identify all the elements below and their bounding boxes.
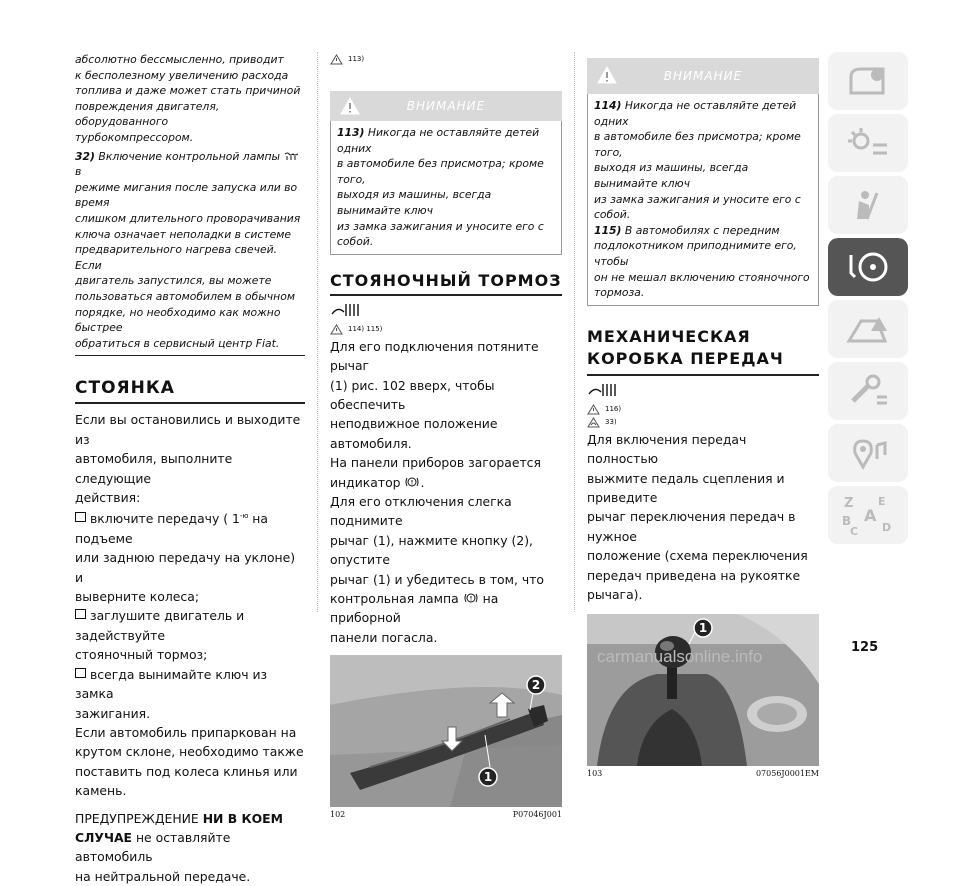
brake-indicator-icon (463, 592, 479, 604)
section-title-parking: СТОЯНКА (75, 378, 175, 399)
sidebar-tab-dashboard[interactable] (828, 52, 908, 110)
sidebar-tab-emergency[interactable] (828, 300, 908, 358)
heading-underline (330, 294, 562, 296)
warning-box-114-115: ВНИМАНИЕ 114) Никогда не оставляйте детей одних в автомобиле без присмотра; кроме того, выходя из машины, всегда вынимайте ключ из замка зажигания и уносите его с собой. 115) В автомобилях с передним подлокотником приподнимите его, чтобы он не мешал включению стояночного тормоза. (587, 58, 819, 306)
separator (75, 355, 305, 356)
sidebar-tab-index[interactable] (828, 486, 908, 544)
figure-103-gear-lever (587, 614, 819, 766)
svg-text:C: C (850, 525, 859, 537)
steering-key-icon (843, 249, 893, 285)
version-badge-icon (330, 302, 364, 318)
heading-underline (75, 402, 305, 404)
caution-icon (330, 54, 343, 65)
sidebar-tab-starting-driving[interactable] (828, 238, 908, 296)
dashboard-info-icon (843, 63, 893, 99)
brake-indicator-icon (404, 476, 420, 488)
ref-116: 116) (587, 404, 819, 415)
column-3 (587, 52, 819, 778)
gearbox-text: Для включения передач полностью выжмите педаль сцепления и приведите рычаг переключения передач в нужное положение (схема переключения передач приведена на рукоятке рычага). (587, 431, 808, 602)
figure-102-caption: 102 P07046J001 (330, 810, 562, 820)
watermark: carmanualsonline.info (597, 647, 763, 666)
bullet-item: включите передачу ( $1^{-ю}$ на подъеме (75, 511, 268, 546)
svg-text:B: B (842, 514, 852, 528)
glow-plug-icon (284, 152, 300, 161)
ref-33: 33) (587, 417, 819, 428)
figure-102-handbrake (330, 655, 562, 807)
figure-103-caption: 103 07056J0001EM (587, 769, 819, 779)
heading-underline (587, 374, 819, 376)
bullet-square-icon (75, 512, 86, 522)
lights-icon (843, 125, 893, 161)
seat-airbag-icon (843, 187, 893, 223)
section-title-parking-brake: СТОЯНОЧНЫЙ ТОРМОЗ (330, 270, 562, 290)
warning-crash-icon (843, 311, 893, 347)
bullet-item: всегда вынимайте ключ из замка (75, 666, 268, 702)
chapter-navigation-sidebar (828, 52, 908, 548)
version-icons (587, 382, 819, 402)
environment-icon (587, 417, 600, 428)
svg-text:Z: Z (844, 496, 854, 511)
handbrake-photo (330, 655, 562, 807)
svg-text:E: E (878, 495, 886, 508)
ref-114-115: 114) 115) (330, 324, 562, 335)
intro-paragraph: абсолютно бессмысленно, приводит к бесполезному увеличению расхода топлива и даже может стать причиной повреждения двигателя, оборудованного турбокомпрессором. (75, 53, 301, 144)
column-1 (75, 52, 305, 886)
callout-1: 1 (483, 770, 493, 785)
parking-brake-text: Для его подключения потяните рычаг (1) рис. 102 вверх, чтобы обеспечить неподвижное положение автомобиля. На панели приборов загорается индикатор . Для его отключения слегка поднимите рычаг (1), нажмите кнопку (2), опустите рычаг (1) и убедитесь в том, что контрольная лампа на приборной панели погасла. (330, 338, 544, 645)
media-navigation-icon (843, 435, 893, 471)
version-icons (330, 302, 562, 322)
note-32: 32) Включение контрольной лампы в режиме мигания после запуска или во время слишком длительного проворачивания ключа означает неполадки в системе предварительного нагрева свечей. Если двигатель запустился, вы можете пользоваться автомобилем в обычном порядке, но необходимо как можно быстрее обратиться в сервисный центр Fiat. (75, 149, 301, 350)
section-title-manual-gearbox: МЕХАНИЧЕСКАЯ КОРОБКА ПЕРЕДАЧ (587, 326, 784, 368)
column-divider (317, 52, 318, 612)
gear-lever-photo (587, 614, 819, 766)
sidebar-tab-safety[interactable] (828, 176, 908, 234)
wrench-icon (843, 373, 893, 409)
caution-icon (330, 324, 343, 335)
parking-text: Если вы остановились и выходите из автомобиля, выполните следующие действия: включите передачу ( $1^{-ю}$ на подъеме или заднюю передачу на уклоне) и выверните колеса; заглушите двигатель и задействуйте стояночный тормоз; всегда вынимайте ключ из замка зажигания. Если автомобиль припаркован на крутом склоне, необходимо также поставить под колеса клинья или камень. ПРЕДУПРЕЖДЕНИЕ НИ В КОЕМ СЛУЧАЕ не оставляйте автомобиль на нейтральной передаче. (75, 412, 304, 884)
caution-icon (587, 404, 600, 415)
svg-text:D: D (882, 521, 892, 534)
sidebar-tab-maintenance[interactable] (828, 362, 908, 420)
warning-box-113: ВНИМАНИЕ 113) Никогда не оставляйте детей одних в автомобиле без присмотра; кроме того, выходя из машины, всегда вынимайте ключ из замка зажигания и уносите его с собой. (330, 91, 562, 255)
version-badge-icon (587, 382, 621, 398)
ref-113: 113) (330, 54, 562, 65)
page-number: 125 (851, 640, 879, 655)
sidebar-tab-multimedia[interactable] (828, 424, 908, 482)
svg-text:A: A (864, 506, 877, 525)
index-icon (838, 493, 898, 537)
callout-1: 1 (698, 621, 708, 636)
sidebar-tab-safety-lights[interactable] (828, 114, 908, 172)
bullet-square-icon (75, 609, 86, 619)
column-divider (574, 52, 575, 612)
bullet-item: заглушите двигатель и задействуйте (75, 608, 245, 643)
neutral-warning: ПРЕДУПРЕЖДЕНИЕ НИ В КОЕМ (75, 810, 283, 826)
callout-2: 2 (531, 678, 541, 693)
column-2 (330, 52, 562, 819)
bullet-square-icon (75, 668, 86, 678)
